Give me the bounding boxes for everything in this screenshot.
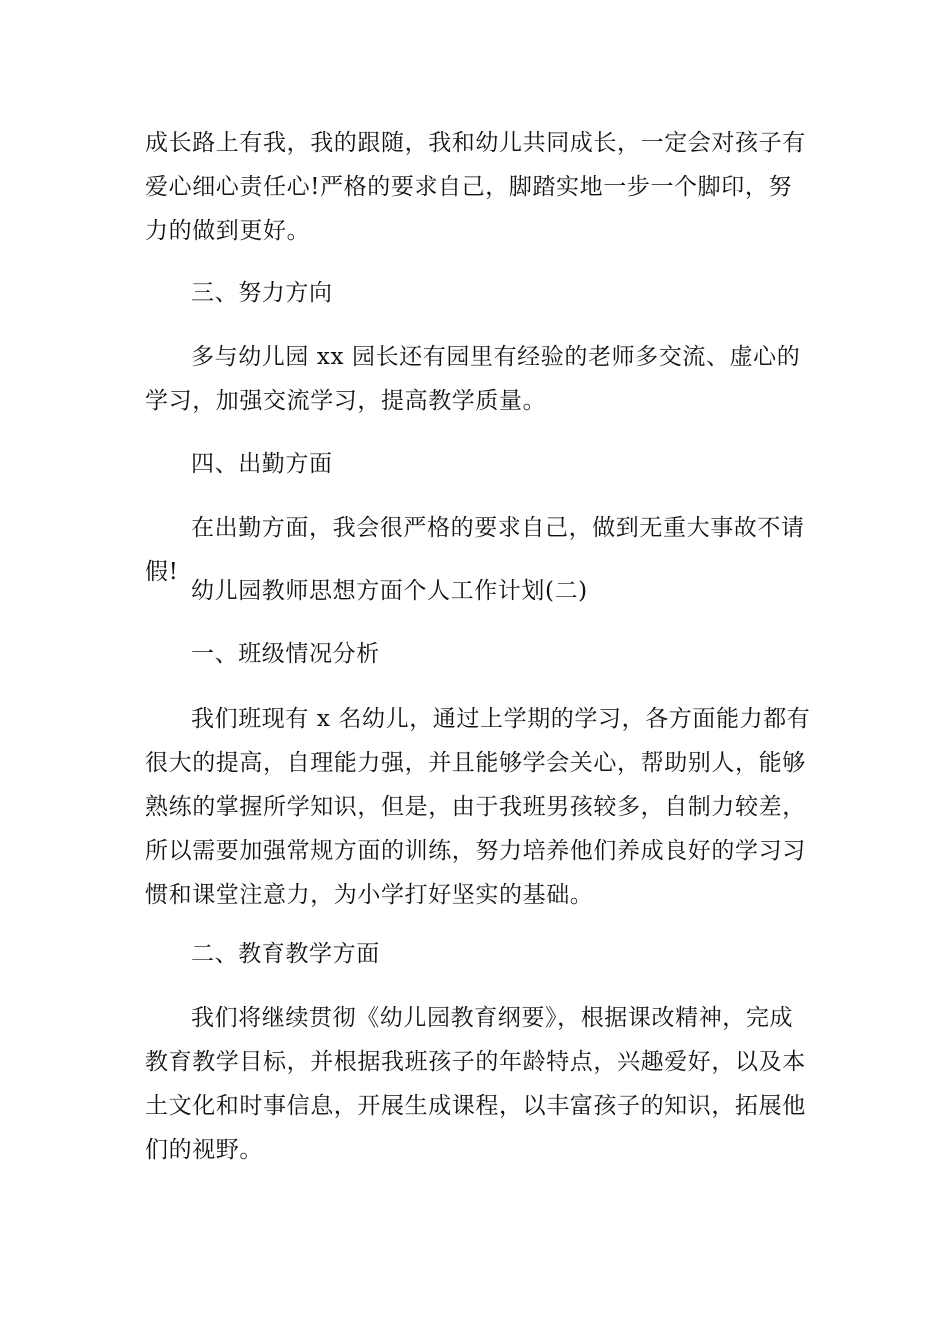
paragraph-effort-direction: 多与幼儿园 xx 园长还有园里有经验的老师多交流、虚心的学习，加强交流学习，提高教学质量。 bbox=[145, 344, 801, 414]
paragraph-growth: 成长路上有我，我的跟随，我和幼儿共同成长，一定会对孩子有爱心细心责任心!严格的要求自己，脚踏实地一步一个脚印，努力的做到更好。 bbox=[145, 130, 806, 244]
heading-teaching: 二、教育教学方面 bbox=[191, 941, 380, 967]
paragraph-class-analysis: 我们班现有 x 名幼儿，通过上学期的学习，各方面能力都有很大的提高，自理能力强，并且能够学会关心，帮助别人，能够熟练的掌握所学知识，但是，由于我班男孩较多，自制力较差，所以需要加强常规方面的训练，努力培养他们养成良好的学习习惯和课堂注意力，为小学打好坚实的基础。 bbox=[145, 706, 811, 908]
document-title: 幼儿园教师思想方面个人工作计划(二) bbox=[191, 578, 588, 604]
paragraph-attendance: 在出勤方面，我会很严格的要求自己，做到无重大事故不请假! bbox=[145, 515, 805, 585]
paragraph-teaching: 我们将继续贯彻《幼儿园教育纲要》，根据课改精神，完成教育教学目标，并根据我班孩子的年龄特点，兴趣爱好，以及本土文化和时事信息，开展生成课程，以丰富孩子的知识，拓展他们的视野。 bbox=[145, 1005, 806, 1163]
heading-effort-direction: 三、努力方向 bbox=[191, 280, 333, 306]
heading-attendance: 四、出勤方面 bbox=[191, 451, 333, 477]
heading-class-analysis: 一、班级情况分析 bbox=[191, 641, 380, 667]
